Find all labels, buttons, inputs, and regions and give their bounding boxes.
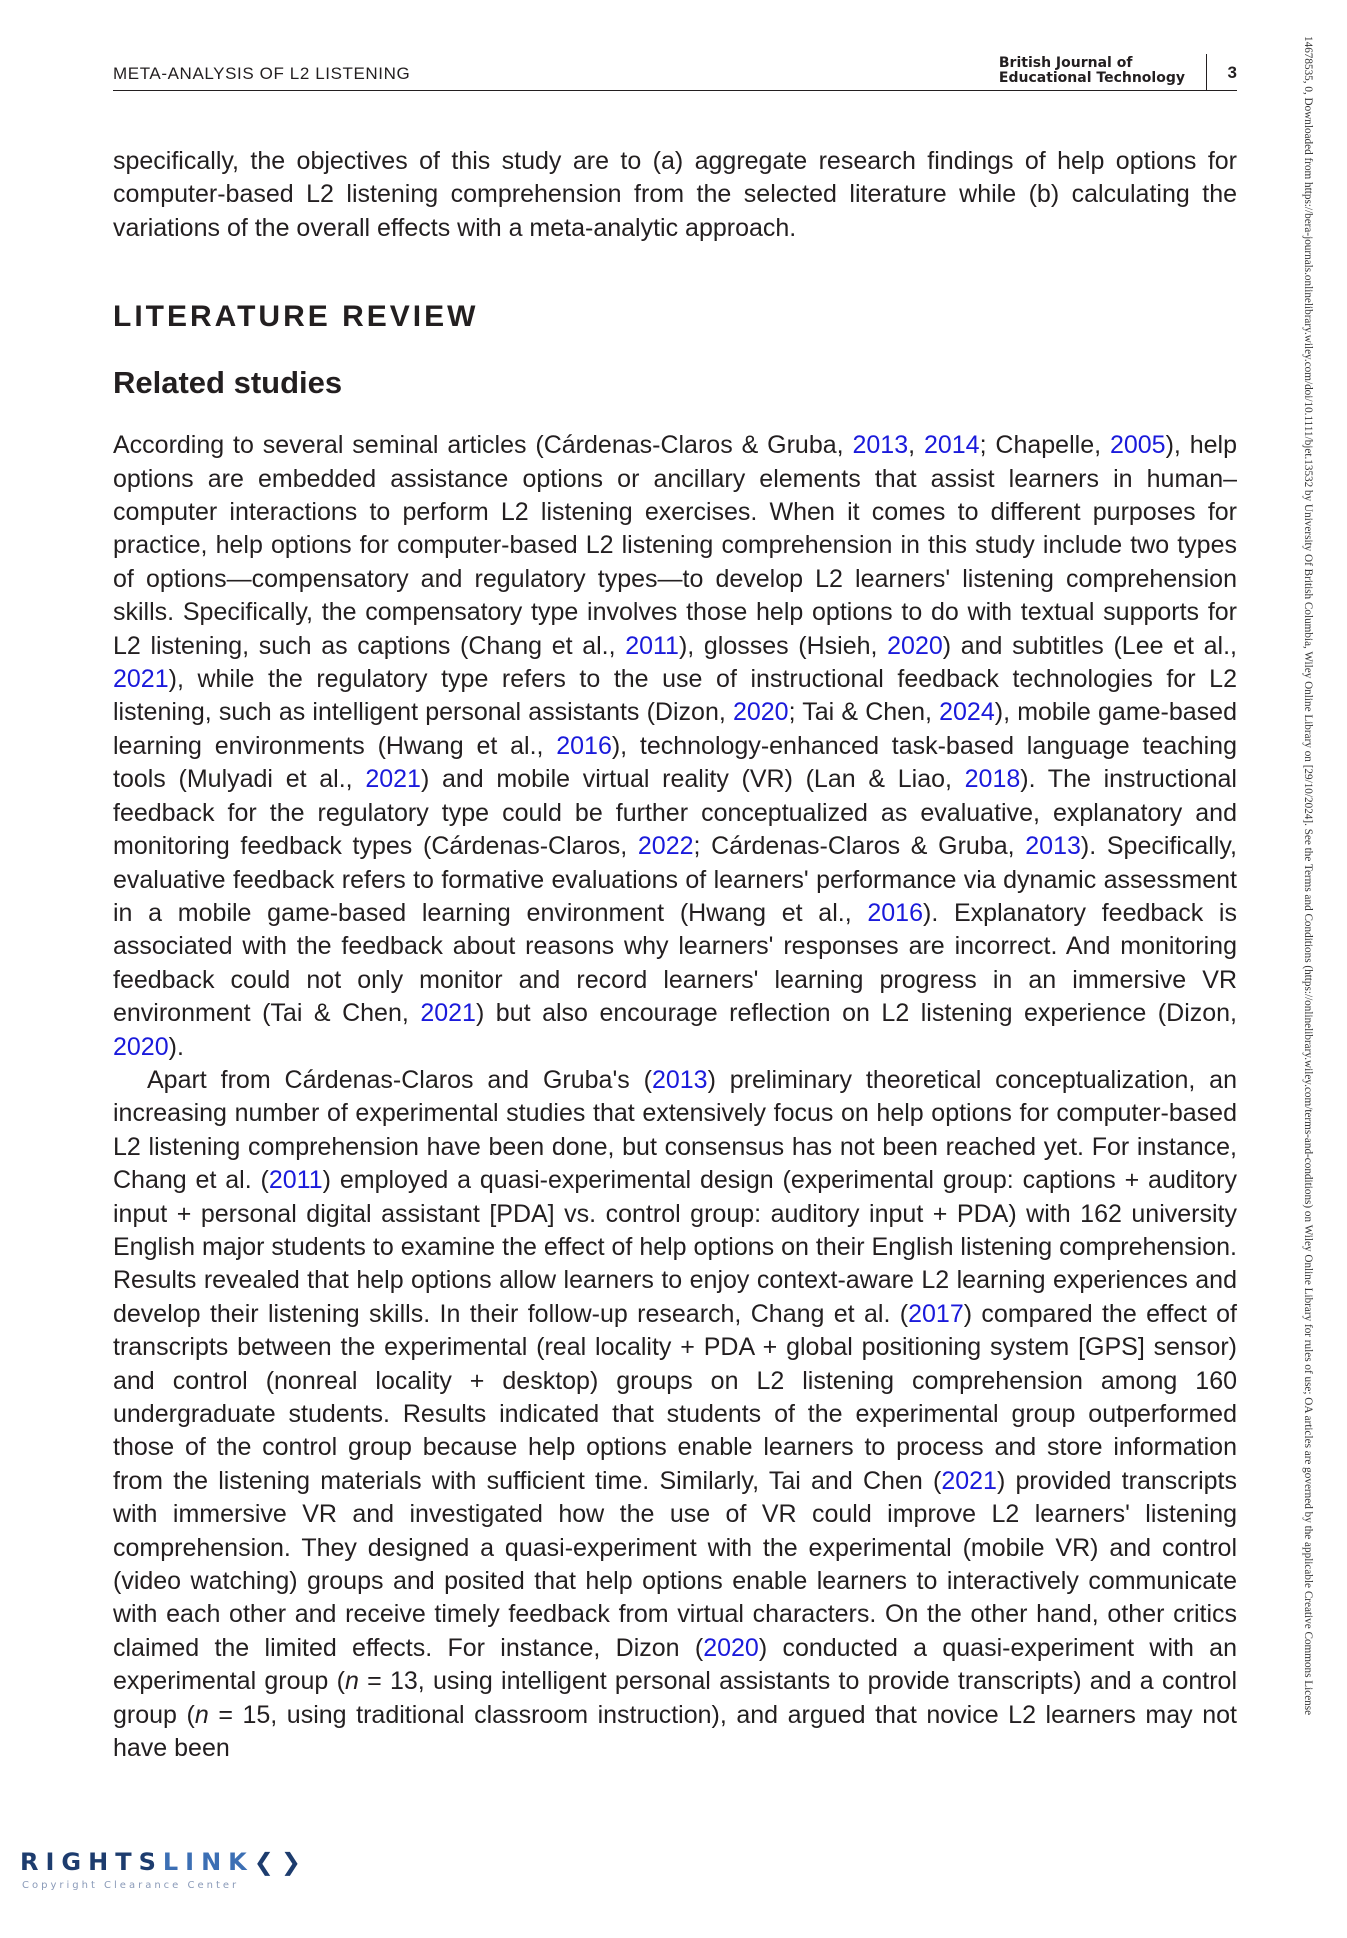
citation-link[interactable]: 2020 <box>703 1633 759 1662</box>
citation-link[interactable]: 2020 <box>732 698 789 727</box>
citation-link[interactable]: 2018 <box>964 765 1021 794</box>
citation-link[interactable]: 2020 <box>113 1032 169 1061</box>
citation-link[interactable]: 2013 <box>852 431 909 460</box>
header-divider <box>1206 54 1207 90</box>
paragraph-2: Apart from Cárdenas-Claros and Gruba's (2013) preliminary theoretical conceptualization, an increasing number of experimental studies that extensively focus on help options for computer-based L2 listening comprehension have been done, but consensus has not been reached yet. For instance, Chang et al. (2011) employed a quasi-experimental design (experimental group: captions + auditory input + personal digital assistant [PDA] vs. control group: auditory input + PDA) with 162 university English major students to examine the effect of help options on their English listening comprehension. Results revealed that help options allow learners to enjoy context-aware L2 learning experiences and develop their listening skills. In their follow-up research, Chang et al. (2017) compared the effect of transcripts between the experimental (real locality + PDA + global positioning system [GPS] sensor) and control (nonreal locality + desktop) groups on L2 listening comprehension among 160 undergraduate students. Results indicated that students of the experimental group outperformed those of the control group because help options enable learners to process and store information from the listening materials with sufficient time. Similarly, Tai and Chen (2021) provided transcripts with immersive VR and investigated how the use of VR could improve L2 learners' listening comprehension. They designed a quasi-experiment with the experimental (mobile VR) and control (video watching) groups and posited that help options enable learners to interactively communicate with each other and receive timely feedback from virtual characters. On the other hand, other critics claimed the limited effects. For instance, Dizon (2020) conducted a quasi-experiment with an experimental group (n = 13, using intelligent personal assistants to provide transcripts) and a control group (n = 15, using traditional classroom instruction), and argued that novice L2 learners may not have been <box>113 1065 1238 1763</box>
journal-name <box>999 56 1185 86</box>
intro-paragraph: specifically, the objectives of this study are to (a) aggregate research findings of help options for computer-based L2 listening comprehension from the selected literature while (b) calculating the variations of the overall effects with a meta-analytic approach. <box>113 147 1237 242</box>
citation-link[interactable]: 2021 <box>420 999 476 1028</box>
page-number: 3 <box>1227 63 1237 82</box>
sample-size-symbol: n <box>344 1667 359 1696</box>
citation-link[interactable]: 2005 <box>1109 431 1166 460</box>
citation-link[interactable]: 2021 <box>365 765 421 794</box>
citation-link[interactable]: 2011 <box>268 1166 323 1195</box>
running-head: META-ANALYSIS OF L2 LISTENING <box>113 64 411 83</box>
citation-link[interactable]: 2022 <box>637 832 694 861</box>
download-notice-sidebar <box>1296 36 1322 1916</box>
citation-link[interactable]: 2013 <box>1025 832 1081 861</box>
rightslink-tagline: Copyright Clearance Center <box>22 1880 240 1891</box>
subsection-heading: Related studies <box>113 365 343 401</box>
sample-size-symbol: n <box>194 1700 209 1729</box>
download-notice-text: 14678535, 0, Downloaded from https://bera-journals.onlinelibrary.wiley.com/doi/10.1111/bjet.13532 by University Of British Columbia, Wiley Online Library on [29/10/2024]. See the Terms and Conditions (https://onlinelibrary.wiley.com/terms-and-conditions) on Wiley Online Library for rules of use; OA articles are governed by the applicable Creative Commons License <box>1302 36 1314 1716</box>
paragraph-1: According to several seminal articles (Cárdenas-Claros & Gruba, 2013, 2014; Chapelle, 2005), help options are embedded assistance options or ancillary elements that assist learners in human–computer interactions to perform L2 listening exercises. When it comes to different purposes for practice, help options for computer-based L2 listening comprehension in this study include two types of options—compensatory and regulatory types—to develop L2 learners' listening comprehension skills. Specifically, the compensatory type involves those help options to do with textual supports for L2 listening, such as captions (Chang et al., 2011), glosses (Hsieh, 2020) and subtitles (Lee et al., 2021), while the regulatory type refers to the use of instructional feedback technologies for L2 listening, such as intelligent personal assistants (Dizon, 2020; Tai & Chen, 2024), mobile game-based learning environments (Hwang et al., 2016), technology-enhanced task-based language teaching tools (Mulyadi et al., 2021) and mobile virtual reality (VR) (Lan & Liao, 2018). The instructional feedback for the regulatory type could be further conceptualized as evaluative, explanatory and monitoring feedback types (Cárdenas-Claros, 2022; Cárdenas-Claros & Gruba, 2013). Specifically, evaluative feedback refers to formative evaluations of learners' performance via dynamic assessment in a mobile game-based learning environment (Hwang et al., 2016). Explanatory feedback is associated with the feedback about reasons why learners' responses are incorrect. And monitoring feedback could not only monitor and record learners' learning progress in an immersive VR environment (Tai & Chen, 2021) but also encourage reflection on L2 listening experience (Dizon, 2020). <box>113 431 1237 1061</box>
rightslink-chevron-icon: ❮❯ <box>253 1848 308 1876</box>
journal-name-line1: British Journal of <box>998 55 1133 71</box>
citation-link[interactable]: 2016 <box>556 731 612 760</box>
article-body <box>113 145 1237 1765</box>
page-header <box>113 54 1237 91</box>
journal-name-line2: Educational Technology <box>998 70 1185 86</box>
section-heading: LITERATURE REVIEW <box>113 300 479 334</box>
citation-link[interactable]: 2020 <box>887 631 943 660</box>
citation-link[interactable]: 2016 <box>867 898 923 927</box>
citation-link[interactable]: 2017 <box>908 1299 964 1328</box>
citation-link[interactable]: 2014 <box>923 431 980 460</box>
rightslink-logo: RIGHTSLINK❮❯ <box>20 1848 308 1876</box>
citation-link[interactable]: 2011 <box>625 631 679 660</box>
citation-link[interactable]: 2021 <box>113 665 169 694</box>
citation-link[interactable]: 2024 <box>939 698 995 727</box>
citation-link[interactable]: 2013 <box>651 1065 708 1094</box>
citation-link[interactable]: 2021 <box>941 1466 997 1495</box>
